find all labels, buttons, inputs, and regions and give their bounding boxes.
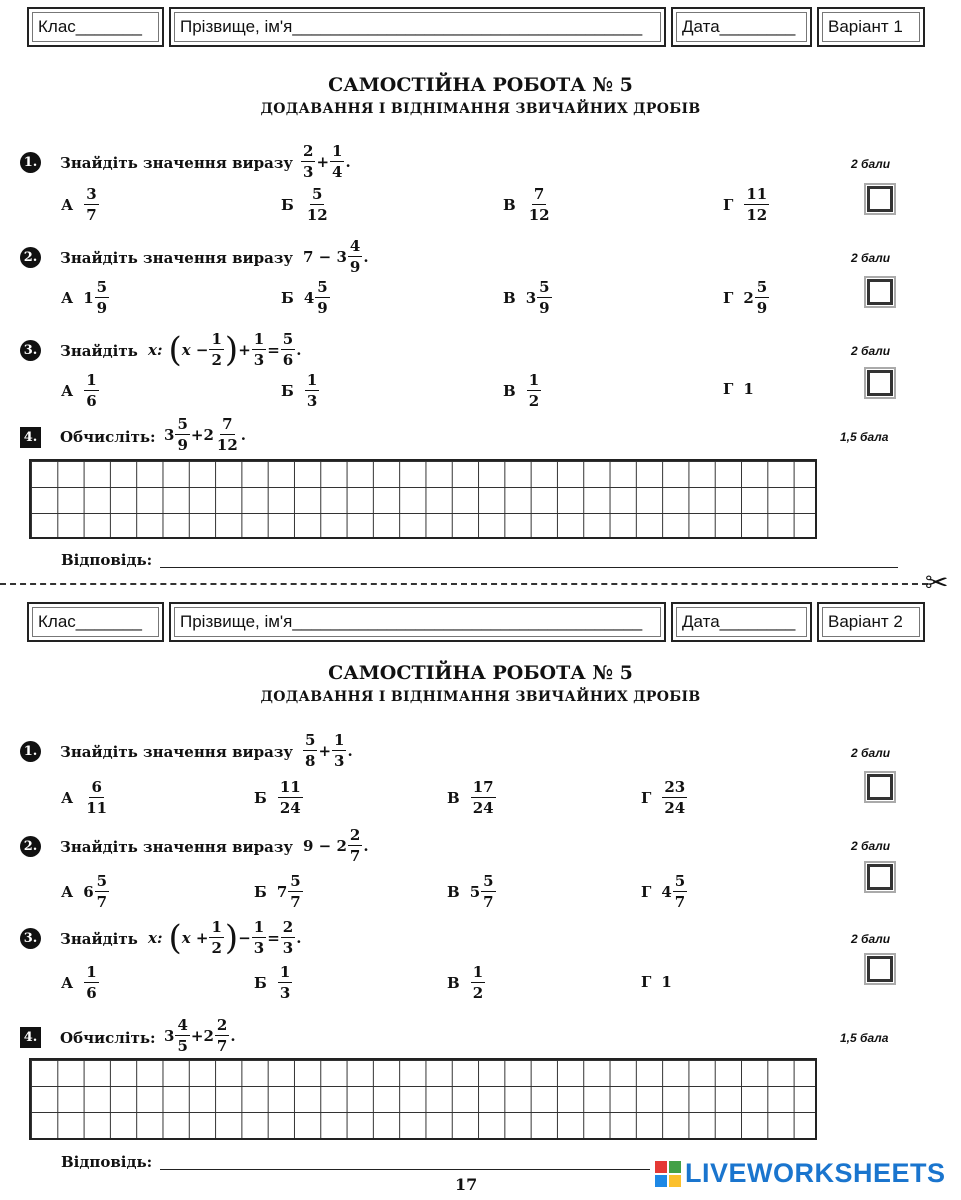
option-c[interactable]: В 5 $\frac{5}{7}$	[447, 872, 494, 911]
option-b[interactable]: Б $\frac{11}{24}$	[254, 778, 301, 817]
name-field[interactable]: Прізвище, ім'я_____________________________________	[169, 602, 666, 642]
points-label: 1,5 бала	[840, 1031, 889, 1045]
answer-label: Відповідь:	[61, 1153, 153, 1171]
question-number: 3.	[20, 340, 41, 361]
points-label: 2 бали	[851, 251, 891, 265]
date-field[interactable]: Дата________	[671, 602, 812, 642]
option-d[interactable]: Г 1	[723, 380, 754, 398]
date-field[interactable]: Дата________	[671, 7, 812, 47]
question-number: 3.	[20, 928, 41, 949]
points-label: 2 бали	[851, 344, 891, 358]
class-field[interactable]: Клас_______	[27, 602, 164, 642]
variant-label: Варіант 2	[817, 602, 925, 642]
points-label: 2 бали	[851, 746, 891, 760]
option-b[interactable]: Б $\frac{5}{12}$	[281, 185, 328, 224]
class-field[interactable]: Клас_______	[27, 7, 164, 47]
option-d[interactable]: Г 4 $\frac{5}{7}$	[641, 872, 686, 911]
option-c[interactable]: В $\frac{1}{2}$	[503, 371, 540, 410]
answer-box[interactable]	[867, 370, 893, 396]
work-grid[interactable]	[29, 459, 817, 539]
header-variant-1	[27, 7, 903, 49]
question-expression: 3 $\frac{5}{9}$ + 2 $\frac{7}{12}$ .	[164, 415, 246, 454]
page-title: САМОСТІЙНА РОБОТА № 5	[328, 662, 633, 684]
question-number: 2.	[20, 247, 41, 268]
option-b[interactable]: Б $\frac{1}{3}$	[254, 963, 291, 1002]
page-title: САМОСТІЙНА РОБОТА № 5	[328, 74, 633, 96]
question-number: 4.	[20, 1027, 41, 1048]
option-a[interactable]: А 6 $\frac{5}{7}$	[61, 872, 108, 911]
work-grid[interactable]	[29, 1058, 817, 1140]
answer-label: Відповідь:	[61, 551, 153, 569]
question-text: Знайдіть значення виразу	[60, 249, 294, 267]
logo-mark-icon	[655, 1161, 681, 1187]
question-text: Знайдіть значення виразу	[60, 838, 294, 856]
option-d[interactable]: Г $\frac{11}{12}$	[723, 185, 768, 224]
page-subtitle: ДОДАВАННЯ І ВІДНІМАННЯ ЗВИЧАЙНИХ ДРОБІВ	[260, 689, 701, 705]
points-label: 2 бали	[851, 932, 891, 946]
answer-box[interactable]	[867, 774, 893, 800]
page-number: 17	[455, 1175, 478, 1194]
question-text: Знайдіть значення виразу	[60, 154, 294, 172]
cut-line	[0, 583, 928, 585]
question-text: Знайдіть	[60, 930, 138, 948]
question-number: 1.	[20, 741, 41, 762]
question-expression: 9 − 2 $\frac{2}{7}$ .	[303, 826, 369, 865]
option-c[interactable]: В $\frac{7}{12}$	[503, 185, 550, 224]
page-subtitle: ДОДАВАННЯ І ВІДНІМАННЯ ЗВИЧАЙНИХ ДРОБІВ	[260, 101, 701, 117]
option-a[interactable]: А $\frac{3}{7}$	[61, 185, 97, 224]
option-a[interactable]: А $\frac{1}{6}$	[61, 963, 97, 1002]
question-number: 1.	[20, 152, 41, 173]
option-a[interactable]: А 1 $\frac{5}{9}$	[61, 278, 108, 317]
question-text: Знайдіть	[60, 342, 138, 360]
option-c[interactable]: В $\frac{1}{2}$	[447, 963, 484, 1002]
question-expression: 3 $\frac{4}{5}$ + 2 $\frac{2}{7}$ .	[164, 1016, 236, 1055]
scissors-icon: ✂	[925, 566, 949, 599]
question-expression: $\frac{5}{8}$ + $\frac{1}{3}$ .	[305, 731, 353, 770]
points-label: 2 бали	[851, 157, 891, 171]
option-c[interactable]: В $\frac{17}{24}$	[447, 778, 494, 817]
points-label: 1,5 бала	[840, 430, 889, 444]
question-text: Знайдіть значення виразу	[60, 743, 294, 761]
answer-line[interactable]	[160, 567, 898, 568]
variant-label: Варіант 1	[817, 7, 925, 47]
question-number: 2.	[20, 836, 41, 857]
question-expression: x: ( x − $\frac{1}{2}$ ) + $\frac{1}{3}$ = $\frac{5}{6}$ .	[148, 329, 302, 370]
option-d[interactable]: Г 2 $\frac{5}{9}$	[723, 278, 768, 317]
option-b[interactable]: Б 7 $\frac{5}{7}$	[254, 872, 301, 911]
answer-box[interactable]	[867, 279, 893, 305]
question-expression: 7 − 3 $\frac{4}{9}$ .	[303, 237, 369, 276]
answer-box[interactable]	[867, 956, 893, 982]
answer-line[interactable]	[160, 1169, 650, 1170]
question-expression: $\frac{2}{3}$ + $\frac{1}{4}$ .	[303, 142, 351, 181]
option-c[interactable]: В 3 $\frac{5}{9}$	[503, 278, 550, 317]
name-field[interactable]: Прізвище, ім'я_____________________________________	[169, 7, 666, 47]
answer-box[interactable]	[867, 864, 893, 890]
question-text: Обчисліть:	[60, 428, 156, 446]
answer-box[interactable]	[867, 186, 893, 212]
points-label: 2 бали	[851, 839, 891, 853]
option-b[interactable]: Б 4 $\frac{5}{9}$	[281, 278, 328, 317]
question-expression: x: ( x + $\frac{1}{2}$ ) − $\frac{1}{3}$ = $\frac{2}{3}$ .	[148, 917, 302, 958]
option-a[interactable]: А $\frac{1}{6}$	[61, 371, 97, 410]
question-number: 4.	[20, 427, 41, 448]
header-variant-2	[27, 602, 903, 644]
option-b[interactable]: Б $\frac{1}{3}$	[281, 371, 318, 410]
question-text: Обчисліть:	[60, 1029, 156, 1047]
liveworksheets-logo[interactable]: LIVEWORKSHEETS	[655, 1158, 946, 1189]
option-a[interactable]: А $\frac{6}{11}$	[61, 778, 108, 817]
option-d[interactable]: Г 1	[641, 973, 672, 991]
option-d[interactable]: Г $\frac{23}{24}$	[641, 778, 686, 817]
